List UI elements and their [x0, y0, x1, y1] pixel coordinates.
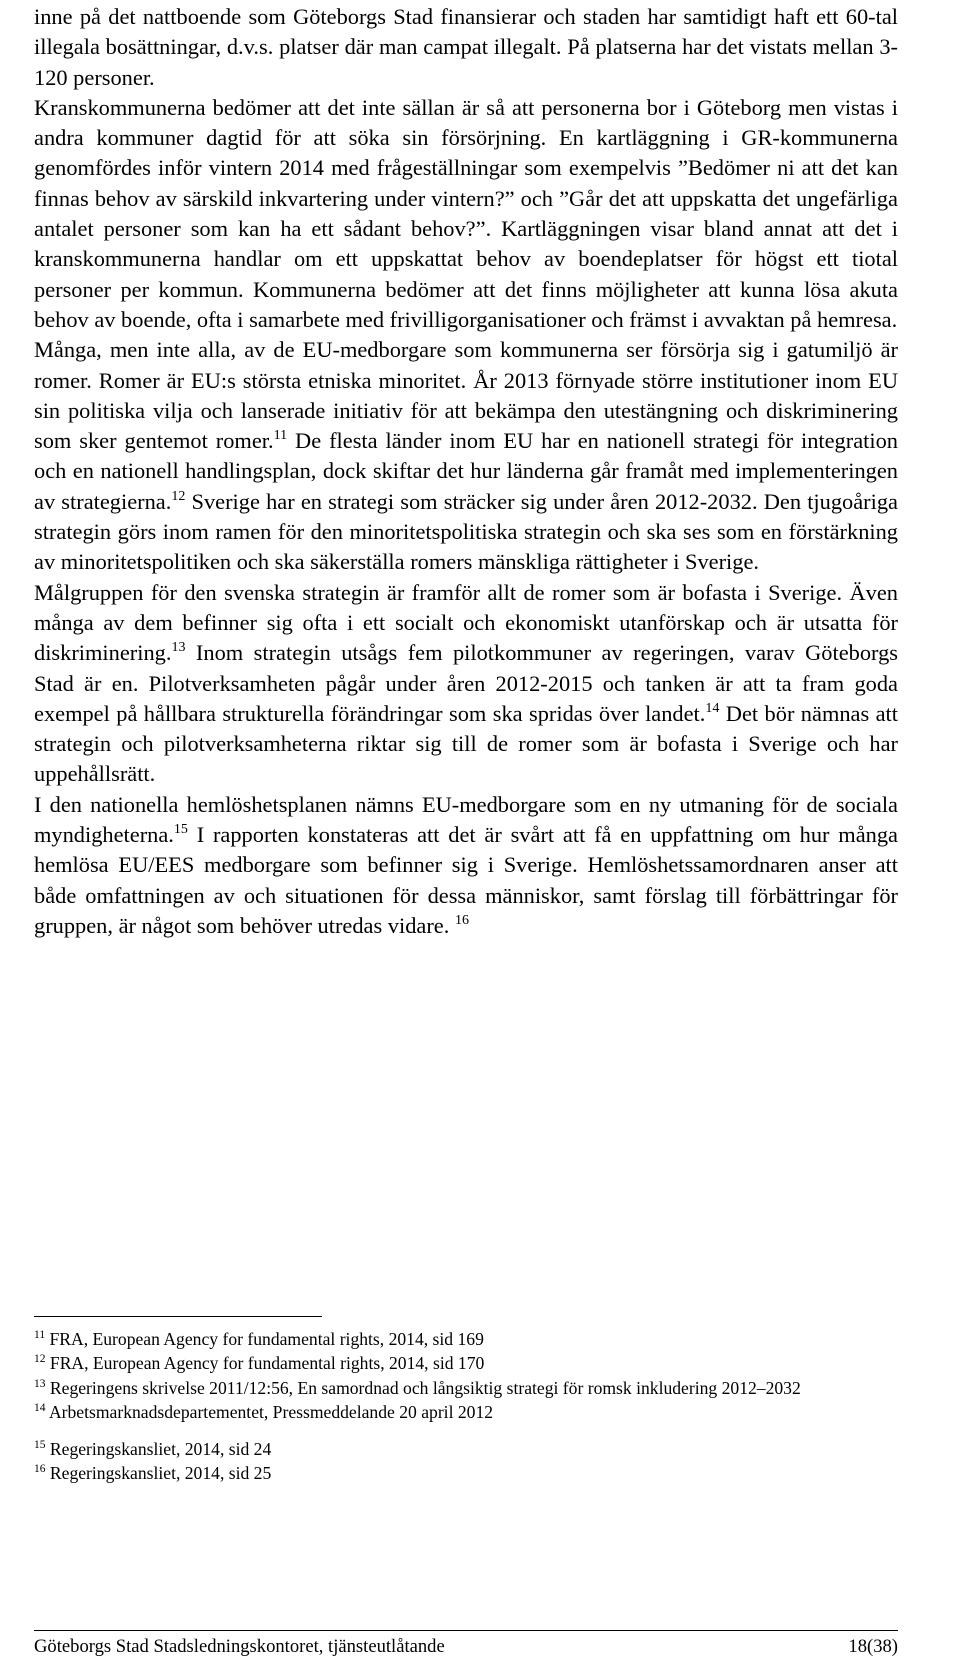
footnote-text: FRA, European Agency for fundamental rights, 2014, sid 169 [49, 1329, 484, 1349]
paragraph: Kranskommunerna bedömer att det inte sällan är så att personerna bor i Göteborg men vistas i andra kommuner dagtid för att söka sin försörjning. En kartläggning i GR-kommunerna genomfördes inför vintern 2014 med frågeställningar som exempelvis ”Bedömer ni att det kan finnas behov av särskild inkvartering under vintern?” och ”Går det att uppskatta det ungefärliga antalet personer som kan ha ett sådant behov?”. Kartläggningen visar bland annat att det i kranskommunerna handlar om ett uppskattat behov av boendeplatser för högst ett tiotal personer per kommun. Kommunerna bedömer att det finns möjligheter att kunna lösa akuta behov av boende, ofta i samarbete med frivilligorganisationer och främst i avvaktan på hemresa. [34, 94, 898, 332]
paragraph-text: I den nationella hemlöshetsplanen nämns EU-medborgare som en ny utmaning för de sociala myndigheterna. [34, 791, 898, 848]
body-text [34, 2, 898, 941]
footnote-ref[interactable]: 15 [173, 822, 188, 838]
footnote-text: FRA, European Agency for fundamental rights, 2014, sid 170 [49, 1353, 485, 1374]
footnote-number: 11 [34, 1329, 46, 1341]
page-footer [34, 1634, 898, 1660]
footnote-ref[interactable]: 14 [705, 700, 720, 716]
footnote [34, 1351, 898, 1375]
paragraph-text: I rapporten konstateras att det är svårt att få en uppfattning om hur många hemlösa EU/EES medborgare som befinner sig i Sverige. Hemlöshetssamordnaren anser att både omfattningen av och situationen för dessa människor, samt förslag till förbättringar för gruppen, är något som behöver utredas vidare. [34, 822, 898, 938]
footnote-ref[interactable]: 12 [171, 488, 186, 504]
footnote-number: 12 [34, 1353, 46, 1366]
paragraph-text: Målgruppen för den svenska strategin är framför allt de romer som är bofasta i Sverige. Även många av dem befinner sig ofta i ett socialt och ekonomiskt utanförskap och är utsatta för diskriminering. [34, 579, 898, 666]
page-number: 18(38) [848, 1636, 898, 1657]
paragraph-text: Sverige har en strategi som sträcker sig under åren 2012-2032. Den tjugoåriga strategin görs inom ramen för den minoritetspolitiska strategin och ska ses som en förstärkning av minoritetspolitiken och ska säkerställa romers mänskliga rättigheter i Sverige. [34, 488, 898, 575]
paragraph-text: Många, men inte alla, av de EU-medborgare som kommunerna ser försörja sig i gatumiljö är romer. Romer är EU:s största etniska minoritet. År 2013 förnyade större institutioner inom EU sin politiska vilja och lanserade initiativ för att bekämpa den utestängning och diskriminering som sker gentemot romer. [34, 337, 898, 454]
footnote [34, 1327, 898, 1351]
paragraph [34, 578, 898, 790]
footnote-text: Arbetsmarknadsdepartementet, Pressmeddelande 20 april 2012 [48, 1402, 494, 1423]
footnote-number: 13 [34, 1377, 46, 1390]
footnote-ref[interactable]: 13 [171, 640, 186, 656]
paragraph [34, 790, 898, 941]
footnote-text: Regeringskansliet, 2014, sid 25 [49, 1463, 272, 1484]
footnote-text: Regeringskansliet, 2014, sid 24 [49, 1438, 272, 1459]
footnote [34, 1461, 898, 1485]
footnote-number: 14 [34, 1402, 46, 1415]
footnote-separator [34, 1316, 322, 1317]
footer-separator [34, 1630, 898, 1631]
footnote-number: 15 [34, 1438, 46, 1451]
paragraph [34, 335, 898, 577]
footer-title: Göteborgs Stad Stadsledningskontoret, tjänsteutlåtande [34, 1636, 445, 1657]
paragraph-text: De flesta länder inom EU har en nationell strategi för integration och en nationell handlingsplan, dock skiftar det hur länderna går framåt med implementeringen av strategierna. [34, 428, 898, 514]
footnotes [34, 1327, 898, 1485]
footnote [34, 1400, 898, 1424]
footnote [34, 1376, 898, 1400]
paragraph-text: Det bör nämnas att strategin och pilotverksamheterna riktar sig till de romer som är bofasta i Sverige och har uppehållsrätt. [34, 700, 899, 787]
footnote [34, 1437, 898, 1461]
footnote-number: 16 [34, 1463, 46, 1476]
footnote-ref[interactable]: 11 [273, 428, 288, 444]
footnote-text: Regeringens skrivelse 2011/12:56, En samordnad och långsiktig strategi för romsk inkludering 2012–2032 [49, 1377, 801, 1398]
paragraph: inne på det nattboende som Göteborgs Stad finansierar och staden har samtidigt haft ett 60-tal illegala bosättningar, d.v.s. platser där man campat illegalt. På platserna har det vistats mellan 3-120 personer. [34, 4, 898, 90]
paragraph-text: Inom strategin utsågs fem pilotkommuner av regeringen, varav Göteborgs Stad är en. Pilotverksamheten pågår under åren 2012-2015 och tanken är att ta fram goda exempel på hållbara strukturella förändringar som ska spridas över landet. [34, 640, 898, 726]
footnote-ref[interactable]: 16 [454, 912, 469, 928]
